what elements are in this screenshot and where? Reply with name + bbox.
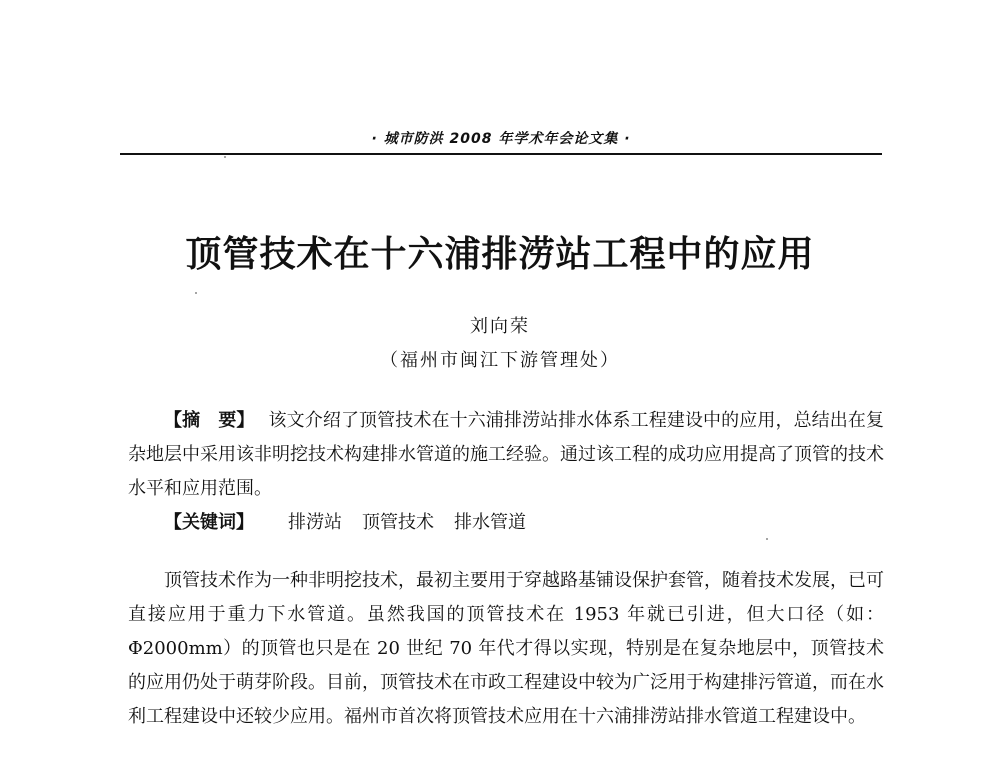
keywords-line	[164, 506, 526, 540]
keyword-item: 排水管道	[454, 512, 526, 533]
author-name: 刘向荣	[470, 316, 530, 337]
keyword-item: 排涝站	[288, 512, 342, 533]
body-paragraph: 顶管技术作为一种非明挖技术，最初主要用于穿越路基铺设保护套管，随着技术发展，已可直接应用于重力下水管道。虽然我国的顶管技术在 1953 年就已引进，但大口径（如：Φ2000mm）的顶管也只是在 20 世纪 70 年代才得以实现，特别是在复杂地层中，顶管技术的应用仍处于萌芽阶段。目前，顶管技术在市政工程建设中较为广泛用于构建排污管道，而在水利工程建设中还较少应用。福州市首次将顶管技术应用在十六浦排涝站排水管道工程建设中。	[128, 570, 884, 727]
author-affiliation: （福州市闽江下游管理处）	[380, 350, 620, 371]
abstract-paragraph	[128, 404, 884, 506]
paper-title: 顶管技术在十六浦排涝站工程中的应用	[185, 234, 815, 275]
abstract-text: 该文介绍了顶管技术在十六浦排涝站排水体系工程建设中的应用，总结出在复杂地层中采用该非明挖技术构建排水管道的施工经验。通过该工程的成功应用提高了顶管的技术水平和应用范围。	[128, 410, 885, 499]
header-rule	[120, 153, 882, 155]
scan-speck	[766, 538, 768, 540]
keyword-item: 顶管技术	[362, 512, 434, 533]
abstract-label: 【摘 要】	[164, 410, 255, 431]
scan-speck	[224, 156, 226, 158]
keywords-label: 【关键词】	[164, 512, 254, 533]
running-header: · 城市防洪 2008 年学术年会论文集 ·	[371, 131, 631, 147]
scan-speck	[195, 292, 197, 294]
